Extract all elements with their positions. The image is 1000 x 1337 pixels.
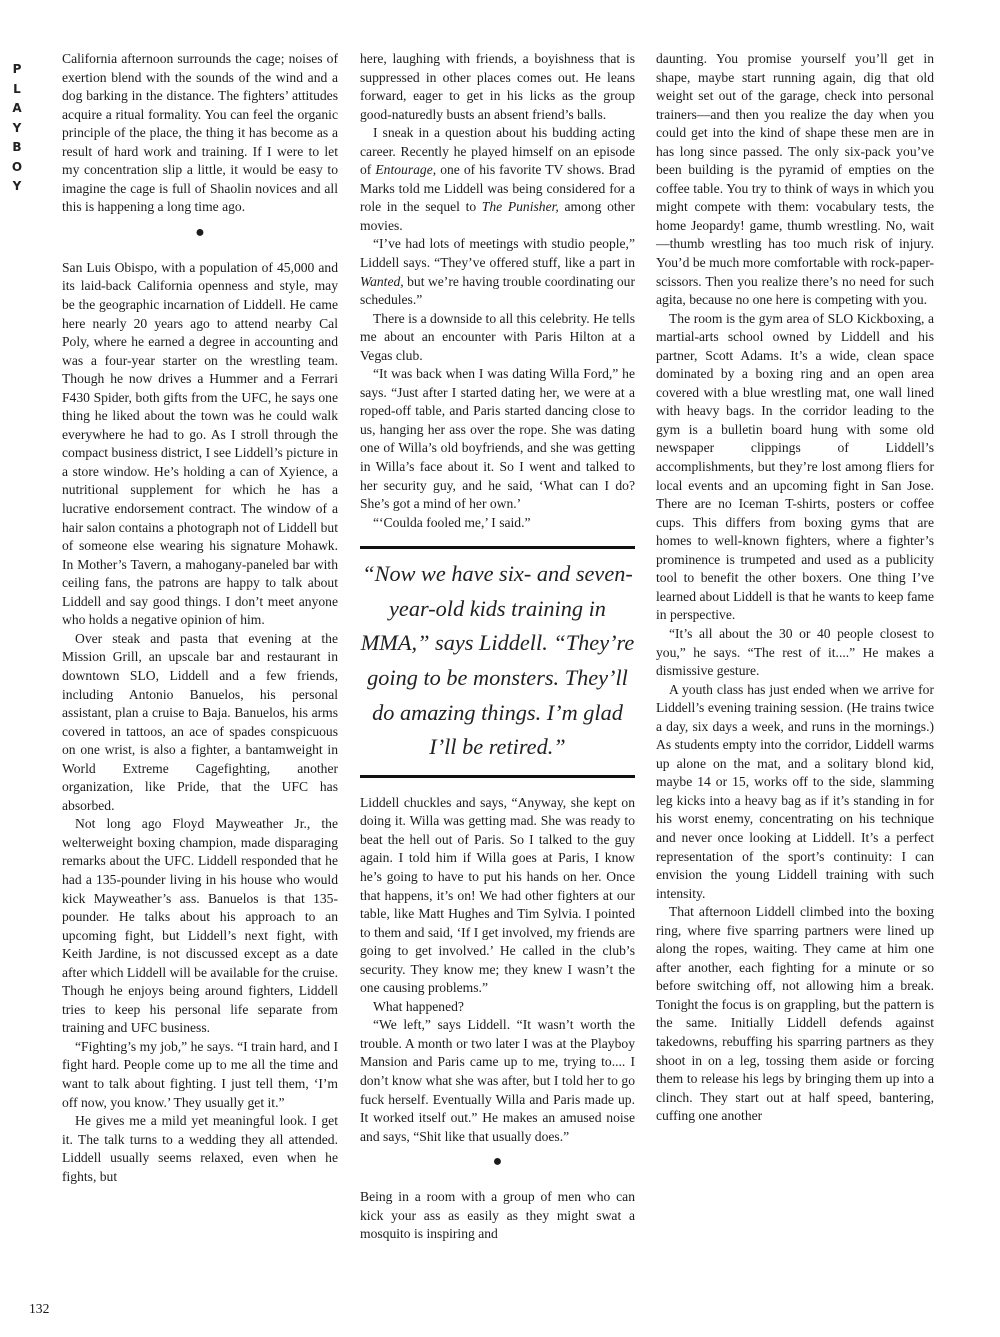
magazine-brand-vertical [6,60,28,197]
text-run: “I’ve had lots of meetings with studio people,” Liddell says. “They’ve offered stuff, like a part in [360,236,635,271]
pull-quote: “Now we have six- and seven-year-old kids training in MMA,” says Liddell. “They’re going to be monsters. They’ll do amazing things. I’m glad I’ll be retired.” [360,546,635,778]
brand-letter: B [12,140,22,154]
paragraph: He gives me a mild yet meaningful look. I get it. The talk turns to a wedding they all attended. Liddell usually seems relaxed, even when he fights, but [62,1113,338,1184]
paragraph: Being in a room with a group of men who can kick your ass as easily as they might swat a mosquito is inspiring and [360,1189,635,1242]
text-run: one of his favorite TV shows. Brad Marks told me Liddell was being considered for a role in the sequel to [360,162,635,215]
paragraph: The room is the gym area of SLO Kickboxing, a martial-arts school owned by Liddell and his partner, Scott Adams. It’s a wide, clean space dominated by a boxing ring and an open area covered with a blue wrestling mat, one wall lined with heavy bags. In the corridor leading to the gym is a bulletin board hung with some old newspaper clippings of Liddell’s accomplishments, but they’re lost among fliers for local events and an upcoming fight in San Jose. There are no Iceman T-shirts, posters or coffee cups. This differs from boxing gyms that are homes to well-known fighters, where a fighter’s prominence is trumpeted and used as a publicity tool to benefit the other boxers. One thing I’ve learned about Liddell is that he wants to keep fame in perspective. [656,310,934,623]
brand-letter: Y [12,120,22,135]
paragraph: That afternoon Liddell climbed into the boxing ring, where five sparring partners were lined up along the ropes, waiting. They came at him one after another, each fighting for a minute or so before switching off, not allowing him a break. Tonight the focus is on grappling, but the pattern is the same. Initially Liddell defends against takedowns, rebuffing his sparring partners as they shoot in on a leg, tossing them aside or forcing them to release his legs by bringing them up into a clinch. They start out at half speed, bantering, cuffing one another [656,904,934,1124]
section-break-bullet: ● [492,1153,503,1171]
page-number: 132 [29,1301,50,1316]
paragraph: There is a downside to all this celebrity. He tells me about an encounter with Paris Hilton at a Vegas club. [360,310,635,363]
paragraph: Over steak and pasta that evening at the Mission Grill, an upscale bar and restaurant in downtown SLO, Liddell and a few friends, including Antonio Banuelos, his personal assistant, plan a cruise to Baja. Banuelos, his arms covered in tattoos, an ace of spades conspicuous on one wrist, is also a fighter, a bantamweight in World Extreme Cagefighting, another organization, like Pride, that the UFC has absorbed. [62,630,338,813]
paragraph: A youth class has just ended when we arrive for Liddell’s evening training session. (He trains twice a day, six days a week, and runs in the mornings.) As students empty into the corridor, Liddell warms up alone on the mat, and a solitary blond kid, maybe 14 or 15, works off to the side, slamming leg kicks into a heavy bag as if it’s standing in for his worst enemy, concentrating on his technique and never once looking at Liddell. It’s a perfect representation of the sport’s continuity: I can envision the young Liddell training with such intensity. [656,681,934,901]
text-run: I sneak in a question about his budding acting career. Recently he played himself on an episode of [360,125,635,178]
paragraph: What happened? [373,998,464,1014]
brand-letter: O [11,159,23,174]
paragraph: San Luis Obispo, with a population of 45,000 and its laid-back California openness and style, may be the geographic incarnation of Liddell. He came here nearly 20 years ago to attend nearby Cal Poly, where he earned a degree in accounting and was a four-year starter on the wrestling team. Though he now drives a Hummer and a Ferrari F430 Spider, both gifts from the UFC, he says one thing he liked about the town was he could walk everywhere he had to go. As I stroll through the compact business district, I see Liddell’s picture in a store window. He’s holding a can of Xyience, a nutritional supplement for which he has a lucrative endorsement contract. The window of a hair salon contains a photograph not of Liddell but of someone else wearing his signature Mohawk. In Mother’s Tavern, a mahogany-paneled bar with ceiling fans, the patrons are happy to talk about Liddell and say good things. I don’t meet anyone who holds a negative opinion of him. [62,259,338,628]
paragraph [360,124,635,235]
brand-letter: P [12,62,22,76]
text-run: but we’re having trouble coordinating our schedules.” [360,273,635,308]
paragraph: “‘Coulda fooled me,’ I said.” [373,514,531,530]
brand-letter: L [13,81,21,96]
paragraph: daunting. You promise yourself you’ll get in shape, maybe start running again, dig that old weight set out of the garage, check into personal trainers—and then you realize the day when you could get into the kind of shape these men are in has long since passed. The only six-pack you’ve been building is the pyramid of empties on the coffee table. You try to think of ways in which you might compete with them: vocabulary tests, the home Jeopardy! game, thumb wrestling. No, wait—thumb wrestling has too much risk of injury. You’d be much more comfortable with rock-paper-scissors. Then you realize there’s no need for such agita, because no one here is competing with you. [656,51,934,308]
paragraph [360,235,635,309]
article-column-1 [62,50,338,1186]
paragraph: “It was back when I was dating Willa Ford,” he says. “Just after I started dating her, we were at a roped-off table, and Paris started dancing close to us, hanging her ass over the rope. She was dating one of Willa’s old boyfriends, and she was getting in Willa’s face about it. So I went and talked to her security guy, and he said, ‘What can I do? She’s got a mind of her own.’ [360,366,635,512]
movie-title: Wanted, [360,273,404,289]
paragraph: “We left,” says Liddell. “It wasn’t worth the trouble. A month or two later I was at the Playboy Mansion and Paris came up to me, trying to.... I don’t know what she was after, but I told her to go fuck herself. Eventually Willa and Paris made up. It worked itself out.” He makes an amused noise and says, “Shit like that usually does.” [360,1017,635,1144]
paragraph: Not long ago Floyd Mayweather Jr., the welterweight boxing champion, made disparaging remarks about the UFC. Liddell responded that he had a 135-pounder living in his house who would kick Mayweather’s ass. Banuelos is that 135-pounder. He talks about his approach to an upcoming fight, but Liddell’s next fight, with Keith Jardine, is not discussed except as a date after which Liddell will be available for the cruise. Though he enjoys being around fighters, Liddell tries to keep his personal life separate from training and UFC business. [62,816,338,1036]
paragraph: here, laughing with friends, a boyishness that is suppressed in other places comes out. He leans forward, eager to get in his licks as the group good-naturedly busts an absent friend’s balls. [360,51,635,122]
brand-letter: A [12,101,22,115]
movie-title: The Punisher, [481,199,559,215]
paragraph: “Fighting’s my job,” he says. “I train hard, and I fight hard. People come up to me all the time and want to talk about fighting. I just tell them, ‘I’m off now, you know.’ They usually get it.” [62,1038,338,1110]
article-column-3 [656,50,934,1126]
paragraph: California afternoon surrounds the cage; noises of exertion blend with the sounds of the wind and a dog barking in the distance. The fighters’ attitudes acquire a ritual formality. You can feel the organic principle of the place, the thing it has become as a result of hard work and training. If I were to let my concentration slip a little, it would be easy to imagine the cage is full of Shaolin novices and all this is happening a long time ago. [62,51,338,215]
paragraph: Liddell chuckles and says, “Anyway, she kept on doing it. Willa was getting mad. She was ready to beat the hell out of Paris. So I talked to the guy again. I told him if Willa goes at Paris, I know he’s going to have to put his hands on her. Once that happens, it’s on! We had other fighters at our table, like Matt Hughes and Tim Sylvia. I pointed to them and said, ‘If I get involved, my friends are going to get involved.’ He called in the club’s security. They know me; they knew I wasn’t the one causing problems.” [360,794,635,996]
section-break-bullet: ● [195,223,205,241]
text-run: among other movies. [360,199,636,233]
show-title: Entourage, [375,162,437,178]
brand-letter: Y [12,179,22,193]
paragraph: “It’s all about the 30 or 40 people closest to you,” he says. “The rest of it....” He makes a dismissive gesture. [656,625,934,679]
article-column-2 [360,50,635,1244]
